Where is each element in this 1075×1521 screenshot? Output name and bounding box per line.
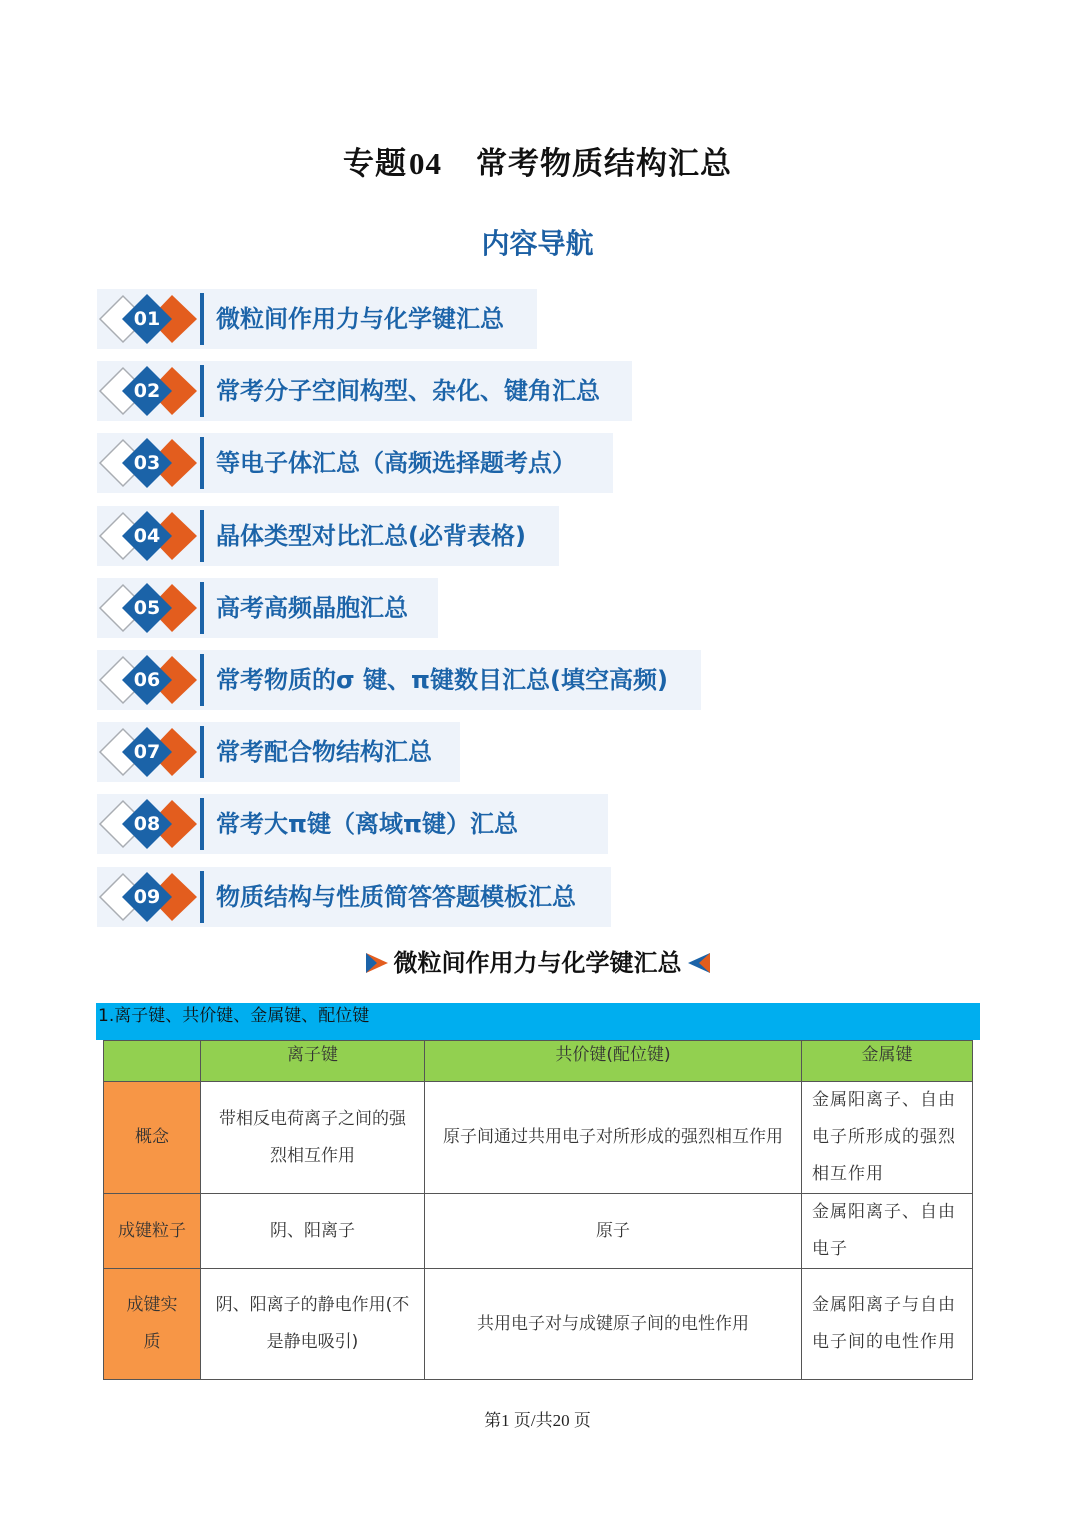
bond-comparison-table [103,1040,973,1380]
nav-number: 02 [133,380,161,402]
table-header-row [104,1041,973,1082]
nav-number-badge-icon [97,506,205,566]
section-heading-text: 微粒间作用力与化学键汇总 [393,949,682,977]
nav-number-badge-icon [97,361,205,421]
nav-number-badge-icon [97,867,205,927]
table-header-cell [104,1041,201,1082]
nav-item-label: 物质结构与性质简答答题模板汇总 [216,883,576,911]
nav-item-03[interactable] [97,433,613,493]
table-row [104,1082,973,1194]
table-row [104,1269,973,1380]
nav-number: 04 [133,525,161,547]
page-title [0,138,1075,183]
nav-item-04[interactable] [97,506,559,566]
table-cell: 金属阳离子与自由电子间的电性作用 [802,1269,973,1380]
nav-item-label: 常考物质的σ 键、π键数目汇总(填空高频) [216,666,668,694]
nav-number-badge-icon [97,289,205,349]
arrow-left-icon [686,952,712,974]
table-header-cell: 离子键 [201,1041,425,1082]
nav-divider [200,510,204,562]
nav-divider [200,654,204,706]
nav-divider [200,798,204,850]
nav-number-badge-icon [97,433,205,493]
nav-item-08[interactable] [97,794,608,854]
nav-divider [200,582,204,634]
row-label: 成键实质 [104,1269,201,1380]
nav-number: 05 [133,597,161,619]
table-cell: 阴、阳离子的静电作用(不是静电吸引) [201,1269,425,1380]
nav-number: 01 [133,308,161,330]
nav-divider [200,726,204,778]
table-cell: 原子间通过共用电子对所形成的强烈相互作用 [425,1082,802,1194]
nav-number: 09 [133,886,161,908]
row-label: 概念 [104,1082,201,1194]
nav-number: 03 [133,452,161,474]
nav-number: 08 [133,813,161,835]
nav-item-05[interactable] [97,578,438,638]
nav-item-label: 常考分子空间构型、杂化、键角汇总 [216,377,600,405]
arrow-right-icon [364,952,390,974]
table-cell: 共用电子对与成键原子间的电性作用 [425,1269,802,1380]
nav-item-label: 等电子体汇总（高频选择题考点） [216,449,576,477]
title-number: 04 [409,146,442,181]
nav-item-label: 常考配合物结构汇总 [216,738,432,766]
table-header-cell: 共价键(配位键) [425,1041,802,1082]
nav-number: 06 [133,669,161,691]
nav-number-badge-icon [97,650,205,710]
nav-item-01[interactable] [97,289,537,349]
nav-item-label: 高考高频晶胞汇总 [216,594,408,622]
row-label: 成键粒子 [104,1194,201,1269]
nav-number: 07 [133,741,161,763]
table-row [104,1194,973,1269]
title-text: 常考物质结构汇总 [476,146,732,182]
nav-number-badge-icon [97,794,205,854]
table-cell: 带相反电荷离子之间的强烈相互作用 [201,1082,425,1194]
nav-item-label: 微粒间作用力与化学键汇总 [216,305,504,333]
nav-item-06[interactable] [97,650,701,710]
nav-divider [200,871,204,923]
nav-number-badge-icon [97,722,205,782]
nav-item-09[interactable] [97,867,611,927]
nav-divider [200,437,204,489]
nav-divider [200,293,204,345]
subsection-bar: 1.离子键、共价键、金属键、配位键 [96,1003,980,1040]
section-heading [0,942,1075,983]
table-header-cell: 金属键 [802,1041,973,1082]
table-cell: 阴、阳离子 [201,1194,425,1269]
table-cell: 金属阳离子、自由电子 [802,1194,973,1269]
title-prefix: 专题 [343,146,407,182]
nav-item-label: 晶体类型对比汇总(必背表格) [216,522,526,550]
content-navigation-heading: 内容导航 [481,227,594,260]
nav-number-badge-icon [97,578,205,638]
table-cell: 原子 [425,1194,802,1269]
nav-item-label: 常考大π键（离域π键）汇总 [216,810,518,838]
page-footer: 第1 页/共20 页 [484,1411,591,1430]
nav-item-02[interactable] [97,361,632,421]
nav-item-07[interactable] [97,722,460,782]
table-cell: 金属阳离子、自由电子所形成的强烈相互作用 [802,1082,973,1194]
nav-divider [200,365,204,417]
